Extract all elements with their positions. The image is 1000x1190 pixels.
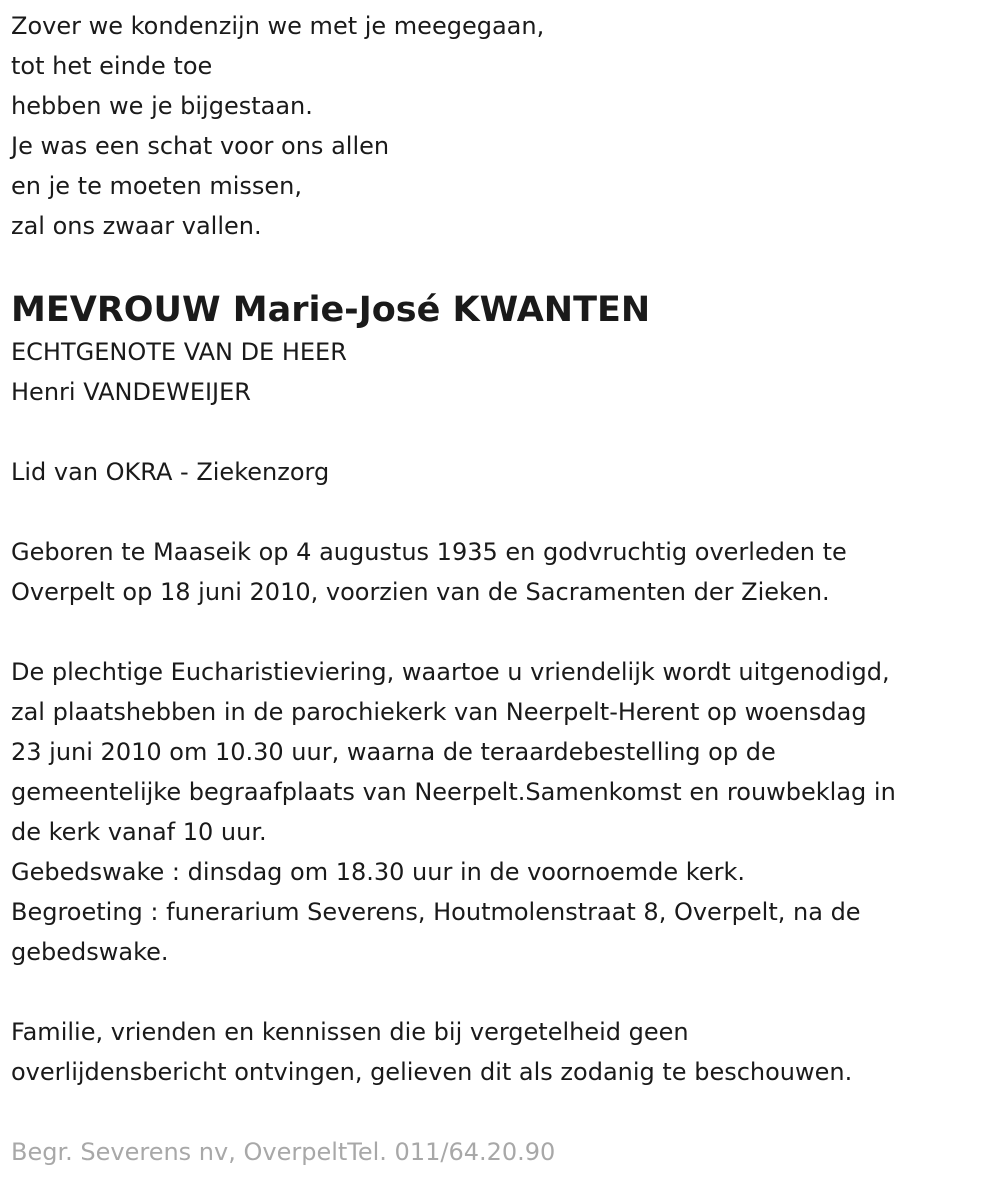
paragraph-line: gemeentelijke begraafplaats van Neerpelt.Samenkomst en rouwbeklag in (11, 778, 896, 806)
paragraph-line: zal plaatshebben in de parochiekerk van Neerpelt-Herent op woensdag (11, 698, 867, 726)
paragraph-line: Overpelt op 18 juni 2010, voorzien van de Sacramenten der Zieken. (11, 578, 830, 606)
paragraph-line: Familie, vrienden en kennissen die bij vergetelheid geen (11, 1018, 689, 1046)
poem-line: Je was een schat voor ons allen (11, 132, 390, 160)
ceremony-paragraph (11, 652, 996, 972)
poem-line: Zover we kondenzijn we met je meegegaan, (11, 12, 545, 40)
poem-line: en je te moeten missen, (11, 172, 302, 200)
relation-label: ECHTGENOTE VAN DE HEER (11, 338, 347, 366)
paragraph-line: Geboren te Maaseik op 4 augustus 1935 en godvruchtig overleden te (11, 538, 847, 566)
spacer (11, 412, 996, 452)
spacer (11, 972, 996, 1012)
paragraph-line: gebedswake. (11, 938, 169, 966)
spacer (11, 612, 996, 652)
poem-line: hebben we je bijgestaan. (11, 92, 313, 120)
paragraph-line: Begroeting : funerarium Severens, Houtmolenstraat 8, Overpelt, na de (11, 898, 861, 926)
funeral-home-footer: Begr. Severens nv, OverpeltTel. 011/64.20.90 (11, 1138, 556, 1166)
membership: Lid van OKRA - Ziekenzorg (11, 458, 330, 486)
poem-line: tot het einde toe (11, 52, 213, 80)
spacer (11, 492, 996, 532)
poem (11, 6, 996, 246)
birth-death-paragraph (11, 532, 996, 612)
paragraph-line: Gebedswake : dinsdag om 18.30 uur in de voornoemde kerk. (11, 858, 745, 886)
deceased-name: MEVROUW Marie-José KWANTEN (11, 290, 651, 330)
paragraph-line: de kerk vanaf 10 uur. (11, 818, 267, 846)
obituary-notice (11, 0, 996, 1172)
spouse-name: Henri VANDEWEIJER (11, 378, 251, 406)
paragraph-line: overlijdensbericht ontvingen, gelieven dit als zodanig te beschouwen. (11, 1058, 853, 1086)
poem-line: zal ons zwaar vallen. (11, 212, 262, 240)
closing-paragraph (11, 1012, 996, 1092)
paragraph-line: 23 juni 2010 om 10.30 uur, waarna de teraardebestelling op de (11, 738, 776, 766)
paragraph-line: De plechtige Eucharistieviering, waartoe u vriendelijk wordt uitgenodigd, (11, 658, 890, 686)
